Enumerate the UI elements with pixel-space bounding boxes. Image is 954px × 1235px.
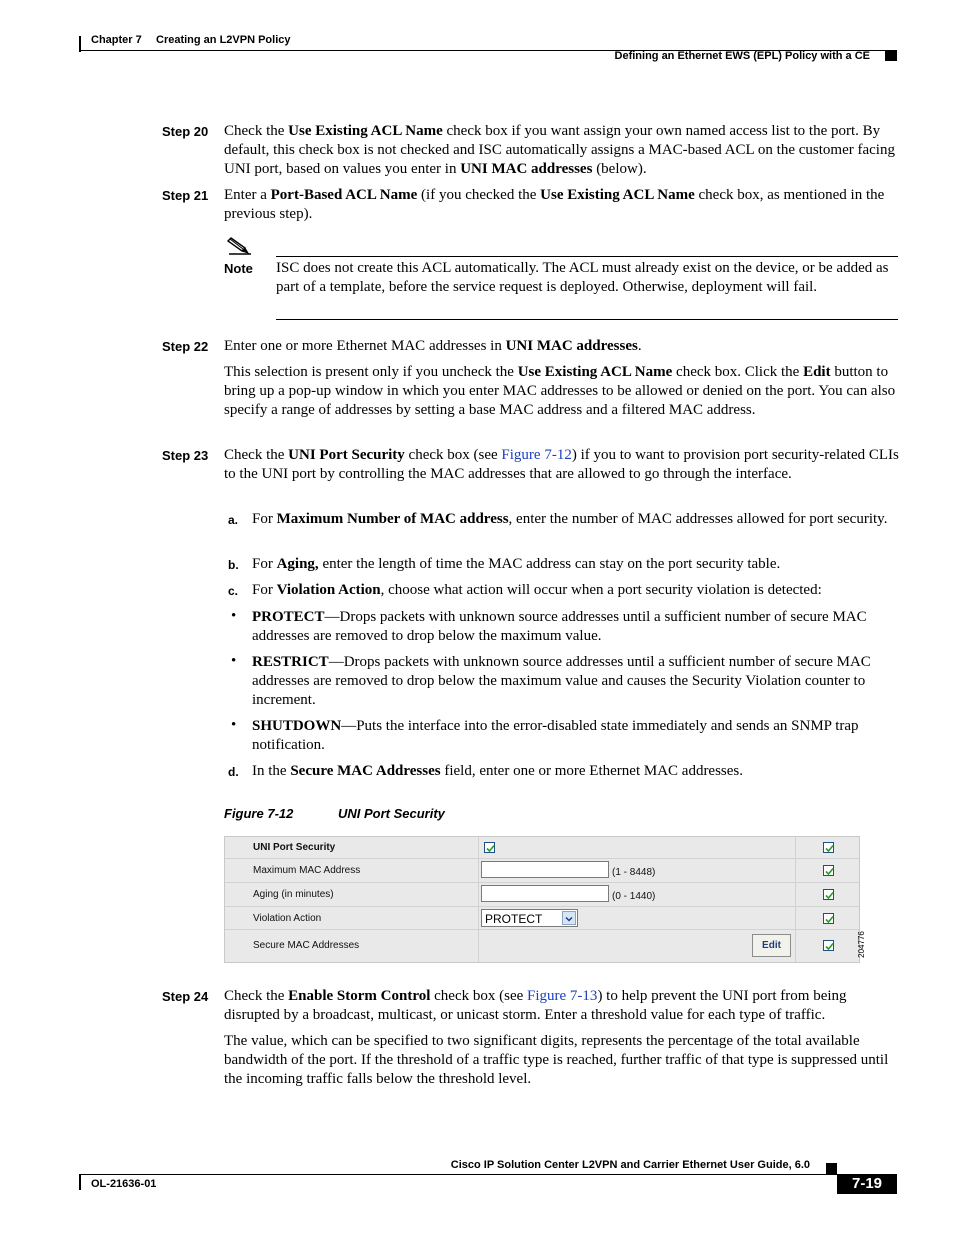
row-max-mac bbox=[225, 859, 859, 883]
substep-c-text: For Violation Action, choose what action will occur when a port security violation is detected: bbox=[252, 582, 822, 598]
uni-port-security-figure bbox=[224, 836, 860, 963]
figure-title: UNI Port Security bbox=[338, 806, 445, 821]
step-21-label: Step 21 bbox=[162, 188, 209, 203]
bullet-restrict-text: RESTRICT—Drops packets with unknown source addresses until a sufficient number of secure MAC addresses are removed to drop below the maximum value and causes the Security Violation counter to increment. bbox=[252, 654, 871, 708]
step-22-detail: This selection is present only if you uncheck the Use Existing ACL Name check box. Click the Edit button to bring up a pop-up window in which you enter MAC addresses to be allowed or denied on the port. You can also specify a range of addresses by setting a base MAC address and a filtered MAC address. bbox=[224, 364, 896, 418]
footer-guide-title: Cisco IP Solution Center L2VPN and Carrier Ethernet User Guide, 6.0 bbox=[450, 1159, 810, 1171]
header-chapter-title: Creating an L2VPN Policy bbox=[156, 34, 291, 46]
label-aging: Aging (in minutes) bbox=[253, 889, 334, 900]
footer-rule-vertical bbox=[79, 1174, 81, 1190]
label-violation-action: Violation Action bbox=[253, 913, 322, 924]
violation-action-editable-checkbox[interactable] bbox=[823, 913, 834, 924]
substep-b-text: For Aging, enter the length of time the MAC address can stay on the port security table. bbox=[252, 556, 781, 572]
max-mac-range: (1 - 8448) bbox=[612, 867, 656, 878]
step-22-text: Enter one or more Ethernet MAC addresses in UNI MAC addresses. bbox=[224, 338, 642, 354]
bullet-shutdown-text: SHUTDOWN—Puts the interface into the error-disabled state immediately and sends an SNMP trap notification. bbox=[252, 718, 859, 753]
pencil-icon bbox=[227, 234, 253, 256]
violation-action-select[interactable] bbox=[481, 909, 578, 927]
label-uni-port-security: UNI Port Security bbox=[253, 842, 336, 853]
violation-action-selected: PROTECT bbox=[485, 912, 543, 926]
step-21-text: Enter a Port-Based ACL Name (if you checked the Use Existing ACL Name check box, as mentioned in the previous step). bbox=[224, 187, 885, 222]
max-mac-input[interactable] bbox=[481, 861, 609, 878]
substep-c-label: c. bbox=[228, 584, 239, 598]
label-max-mac: Maximum MAC Address bbox=[253, 865, 361, 876]
row-uni-port-security bbox=[225, 837, 859, 859]
step-24-detail: The value, which can be specified to two significant digits, represents the percentage of the total available bandwidth of the port. If the threshold of a traffic type is reached, further traffic of that type is suppressed until the incoming traffic falls below the threshold level. bbox=[224, 1033, 889, 1087]
substep-b-label: b. bbox=[228, 558, 239, 572]
step-23-label: Step 23 bbox=[162, 448, 209, 463]
aging-range: (0 - 1440) bbox=[612, 891, 656, 902]
note-rule-top bbox=[276, 256, 898, 257]
page-number: 7-19 bbox=[837, 1174, 897, 1194]
row-aging bbox=[225, 883, 859, 907]
note-rule-bottom bbox=[276, 319, 898, 320]
bullet-protect-glyph: • bbox=[231, 608, 237, 624]
substep-d-text: In the Secure MAC Addresses field, enter one or more Ethernet MAC addresses. bbox=[252, 763, 744, 779]
footer-marker bbox=[826, 1163, 837, 1174]
substep-d-label: d. bbox=[228, 765, 239, 779]
step-24-text: Check the Enable Storm Control check box (see Figure 7-13) to help prevent the UNI port from being disrupted by a broadcast, multicast, or unicast storm. Enter a threshold value for each type of traffic. bbox=[224, 988, 847, 1023]
substep-a-label: a. bbox=[228, 513, 239, 527]
figure-id: 204776 bbox=[856, 931, 866, 958]
substep-a-text: For Maximum Number of MAC address, enter the number of MAC addresses allowed for port security. bbox=[252, 511, 888, 527]
step-22-label: Step 22 bbox=[162, 339, 209, 354]
header-chapter: Chapter 7 bbox=[91, 34, 142, 46]
figure-number: Figure 7-12 bbox=[224, 806, 294, 821]
step-20-label: Step 20 bbox=[162, 124, 209, 139]
figure-7-12-link[interactable]: Figure 7-12 bbox=[501, 447, 572, 463]
step-24-label: Step 24 bbox=[162, 989, 209, 1004]
bullet-restrict-glyph: • bbox=[231, 653, 237, 669]
max-mac-editable-checkbox[interactable] bbox=[823, 865, 834, 876]
step-23-text: Check the UNI Port Security check box (see Figure 7-12) if you to want to provision port security-related CLIs to the UNI port by controlling the MAC addresses that are allowed to go through the interface. bbox=[224, 447, 899, 482]
header-section-title: Defining an Ethernet EWS (EPL) Policy with a CE bbox=[614, 50, 870, 62]
bullet-shutdown-glyph: • bbox=[231, 717, 237, 733]
chevron-down-icon[interactable] bbox=[562, 911, 576, 925]
figure-7-13-link[interactable]: Figure 7-13 bbox=[527, 988, 598, 1004]
label-secure-mac: Secure MAC Addresses bbox=[253, 940, 360, 951]
uni-port-security-checkbox[interactable] bbox=[484, 842, 495, 853]
footer-rule bbox=[79, 1174, 897, 1175]
aging-editable-checkbox[interactable] bbox=[823, 889, 834, 900]
footer-doc-number: OL-21636-01 bbox=[91, 1178, 157, 1190]
note-label: Note bbox=[224, 261, 253, 276]
edit-button[interactable]: Edit bbox=[752, 934, 791, 957]
aging-input[interactable] bbox=[481, 885, 609, 902]
note-text: ISC does not create this ACL automatically. The ACL must already exist on the device, or be added as part of a template, before the service request is deployed. Otherwise, deployment will fail. bbox=[276, 260, 889, 295]
header-marker bbox=[885, 50, 897, 61]
secure-mac-editable-checkbox[interactable] bbox=[823, 940, 834, 951]
bullet-protect-text: PROTECT—Drops packets with unknown source addresses until a sufficient number of secure MAC addresses are removed to drop below the maximum value. bbox=[252, 609, 867, 644]
uni-port-security-editable-checkbox[interactable] bbox=[823, 842, 834, 853]
step-20-text: Check the Use Existing ACL Name check box if you want assign your own named access list to the port. By default, this check box is not checked and ISC automatically assigns a MAC-based ACL on the customer facing UNI port, based on values you enter in UNI MAC addresses (below). bbox=[224, 123, 895, 177]
